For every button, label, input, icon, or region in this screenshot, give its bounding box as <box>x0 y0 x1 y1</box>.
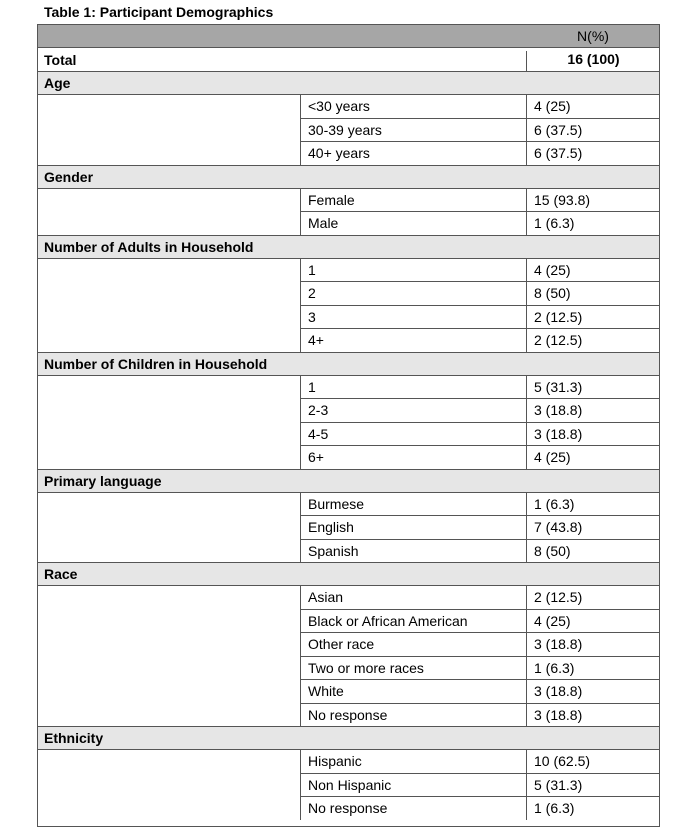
value-cell: 4 (25) <box>526 445 660 469</box>
value-cell: 15 (93.8) <box>526 188 660 212</box>
category-cell: White <box>300 679 526 703</box>
value-cell: 4 (25) <box>526 258 660 282</box>
section-label: Age <box>44 75 71 91</box>
section-header-row <box>37 469 660 492</box>
table-row <box>37 375 660 399</box>
value-cell: 1 (6.3) <box>526 796 660 820</box>
category-cell: Black or African American <box>300 609 526 633</box>
category-cell: <30 years <box>300 94 526 118</box>
table-row <box>37 679 660 703</box>
category-cell: Two or more races <box>300 656 526 680</box>
table-row <box>37 773 660 797</box>
category-cell: 40+ years <box>300 141 526 165</box>
table-row <box>37 539 660 563</box>
section-label: Race <box>44 566 78 582</box>
empty-cell <box>37 585 300 609</box>
category-cell: English <box>300 515 526 539</box>
value-cell: 1 (6.3) <box>526 211 660 235</box>
empty-cell <box>37 258 300 282</box>
category-cell: Burmese <box>300 492 526 516</box>
table-row <box>37 422 660 446</box>
value-cell: 10 (62.5) <box>526 749 660 773</box>
category-cell: Female <box>300 188 526 212</box>
table-row <box>37 141 660 165</box>
value-cell: 2 (12.5) <box>526 328 660 352</box>
empty-cell <box>37 188 300 212</box>
table-row <box>37 609 660 633</box>
category-cell: Other race <box>300 632 526 656</box>
table-row <box>37 492 660 516</box>
demographics-table <box>37 24 660 820</box>
table-row <box>37 703 660 727</box>
table-row <box>37 258 660 282</box>
category-cell: 4-5 <box>300 422 526 446</box>
empty-cell <box>37 749 300 773</box>
table-row <box>37 398 660 422</box>
category-cell: 4+ <box>300 328 526 352</box>
category-cell: 30-39 years <box>300 118 526 142</box>
value-cell: 3 (18.8) <box>526 422 660 446</box>
section-header-row <box>37 165 660 188</box>
table-caption: Table 1: Participant Demographics <box>44 4 274 20</box>
value-cell: 3 (18.8) <box>526 632 660 656</box>
category-cell: Male <box>300 211 526 235</box>
table-row <box>37 305 660 329</box>
value-cell: 6 (37.5) <box>526 141 660 165</box>
section-label: Number of Adults in Household <box>44 238 254 255</box>
n-percent-header: N(%) <box>577 28 609 44</box>
category-cell: 6+ <box>300 445 526 469</box>
empty-cell <box>37 94 300 118</box>
category-cell: 2 <box>300 281 526 305</box>
section-label: Number of Children in Household <box>44 355 268 372</box>
table-row <box>37 211 660 235</box>
table-row <box>37 585 660 609</box>
sections-container <box>37 71 660 820</box>
table-row <box>37 94 660 118</box>
category-cell: 3 <box>300 305 526 329</box>
value-cell: 1 (6.3) <box>526 656 660 680</box>
value-cell: 3 (18.8) <box>526 679 660 703</box>
category-cell: 1 <box>300 375 526 399</box>
table-row <box>37 632 660 656</box>
value-cell: 5 (31.3) <box>526 773 660 797</box>
value-cell: 4 (25) <box>526 94 660 118</box>
value-cell: 2 (12.5) <box>526 305 660 329</box>
value-cell: 8 (50) <box>526 281 660 305</box>
value-cell: 2 (12.5) <box>526 585 660 609</box>
section-label: Primary language <box>44 472 162 489</box>
section-header-row <box>37 726 660 749</box>
category-cell: 2-3 <box>300 398 526 422</box>
category-cell: Spanish <box>300 539 526 563</box>
table-header-row <box>37 24 660 47</box>
total-value: 16 (100) <box>526 51 660 72</box>
value-cell: 3 (18.8) <box>526 398 660 422</box>
value-cell: 1 (6.3) <box>526 492 660 516</box>
empty-cell <box>37 492 300 516</box>
total-label: Total <box>44 52 77 68</box>
category-cell: Non Hispanic <box>300 773 526 797</box>
category-cell: Hispanic <box>300 749 526 773</box>
table-row <box>37 515 660 539</box>
table-row <box>37 188 660 212</box>
table-row <box>37 749 660 773</box>
category-cell: No response <box>300 703 526 727</box>
category-cell: 1 <box>300 258 526 282</box>
empty-cell <box>37 375 300 399</box>
value-cell: 7 (43.8) <box>526 515 660 539</box>
value-cell: 6 (37.5) <box>526 118 660 142</box>
section-label: Ethnicity <box>44 730 104 746</box>
section-label: Gender <box>44 168 94 185</box>
table-row <box>37 656 660 680</box>
table-row <box>37 281 660 305</box>
table-row <box>37 445 660 469</box>
table-row <box>37 328 660 352</box>
category-cell: No response <box>300 796 526 820</box>
value-cell: 4 (25) <box>526 609 660 633</box>
section-header-row <box>37 562 660 585</box>
value-cell: 8 (50) <box>526 539 660 563</box>
total-row <box>37 47 660 71</box>
section-header-row <box>37 71 660 94</box>
value-cell: 5 (31.3) <box>526 375 660 399</box>
section-header-row <box>37 235 660 258</box>
table-row <box>37 796 660 820</box>
category-cell: Asian <box>300 585 526 609</box>
value-cell: 3 (18.8) <box>526 703 660 727</box>
section-header-row <box>37 352 660 375</box>
table-row <box>37 118 660 142</box>
